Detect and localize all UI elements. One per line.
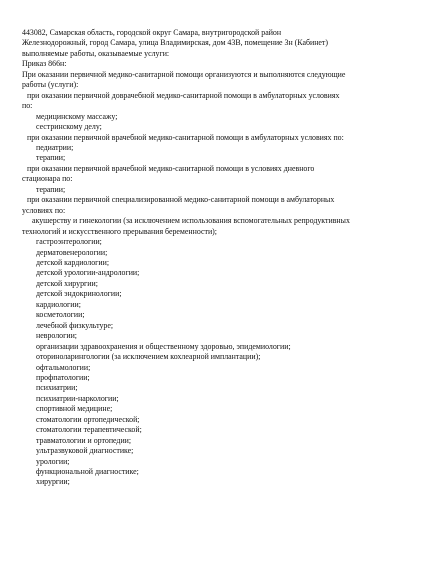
list-item: стоматологии ортопедической; xyxy=(36,414,140,424)
list-item: психиатрии-наркологии; xyxy=(36,393,119,403)
list-item: лечебной физкультуре; xyxy=(36,320,114,330)
list-item: неврологии; xyxy=(36,331,77,341)
list-item: детской хирургии; xyxy=(36,278,98,288)
list-item: детской эндокринологии; xyxy=(36,289,122,299)
works-heading: выполняемые работы, оказываемые услуги: xyxy=(22,48,170,58)
section-heading-dayhospital: при оказании первичной врачебной медико-санитарной помощи в условиях дневного xyxy=(27,163,315,173)
list-item: сестринскому делу; xyxy=(36,122,102,132)
list-item: ультразвуковой диагностике; xyxy=(36,446,134,456)
list-item-obstetrics: акушерству и гинекологии (за исключением использования вспомогательных репродуктивных xyxy=(32,216,350,226)
section-heading-primary-outpatient: при оказании первичной врачебной медико-санитарной помощи в амбулаторных условиях по: xyxy=(27,132,344,142)
list-item: гастроэнтерологии; xyxy=(36,237,102,247)
intro-line-1: При оказании первичной медико-санитарной помощи организуются и выполняются следующие xyxy=(22,69,346,79)
section-heading-prenatal-cont: по: xyxy=(22,101,33,111)
list-item: педиатрии; xyxy=(36,142,74,152)
list-item: урологии; xyxy=(36,456,70,466)
list-item: оториноларингологии (за исключением кохлеарной имплантации); xyxy=(36,352,261,362)
list-item: медицинскому массажу; xyxy=(36,111,118,121)
section-heading-prenatal: при оказании первичной доврачебной медико-санитарной помощи в амбулаторных условиях xyxy=(27,90,340,100)
list-item: спортивной медицине; xyxy=(36,404,113,414)
list-item: детской кардиологии; xyxy=(36,257,110,267)
section-heading-dayhospital-cont: стационара по: xyxy=(22,174,73,184)
address-line-2: Железнодорожный, город Самара, улица Владимирская, дом 43В, помещение 3н (Кабинет) xyxy=(22,38,329,48)
list-item: косметологии; xyxy=(36,310,85,320)
list-item: офтальмологии; xyxy=(36,362,91,372)
list-item: профпатологии; xyxy=(36,372,90,382)
intro-line-2: работы (услуги): xyxy=(22,80,79,90)
list-item: терапии; xyxy=(36,184,66,194)
address-line-1: 443082, Самарская область, городской округ Самара, внутригородской район xyxy=(22,28,282,37)
license-document xyxy=(22,28,408,488)
list-item-obstetrics-cont: технологий и искусственного прерывания беременности); xyxy=(22,226,217,236)
list-item: функциональной диагностике; xyxy=(36,467,139,477)
list-item: травматологии и ортопедии; xyxy=(36,435,132,445)
list-item: терапии; xyxy=(36,153,66,163)
section-heading-specialized-cont: условиях по: xyxy=(22,205,66,215)
list-item: психиатрии; xyxy=(36,383,78,393)
list-item: кардиологии; xyxy=(36,299,81,309)
order-reference: Приказ 866н: xyxy=(22,59,67,69)
list-item: организации здравоохранения и общественному здоровью, эпидемиологии; xyxy=(36,341,291,351)
list-item: дерматовенерологии; xyxy=(36,247,108,257)
list-item: хирургии; xyxy=(36,477,70,487)
section-heading-specialized: при оказании первичной специализированной медико-санитарной помощи в амбулаторных xyxy=(27,195,335,205)
list-item: детской урологии-андрологии; xyxy=(36,268,140,278)
list-item: стоматологии терапевтической; xyxy=(36,425,142,435)
